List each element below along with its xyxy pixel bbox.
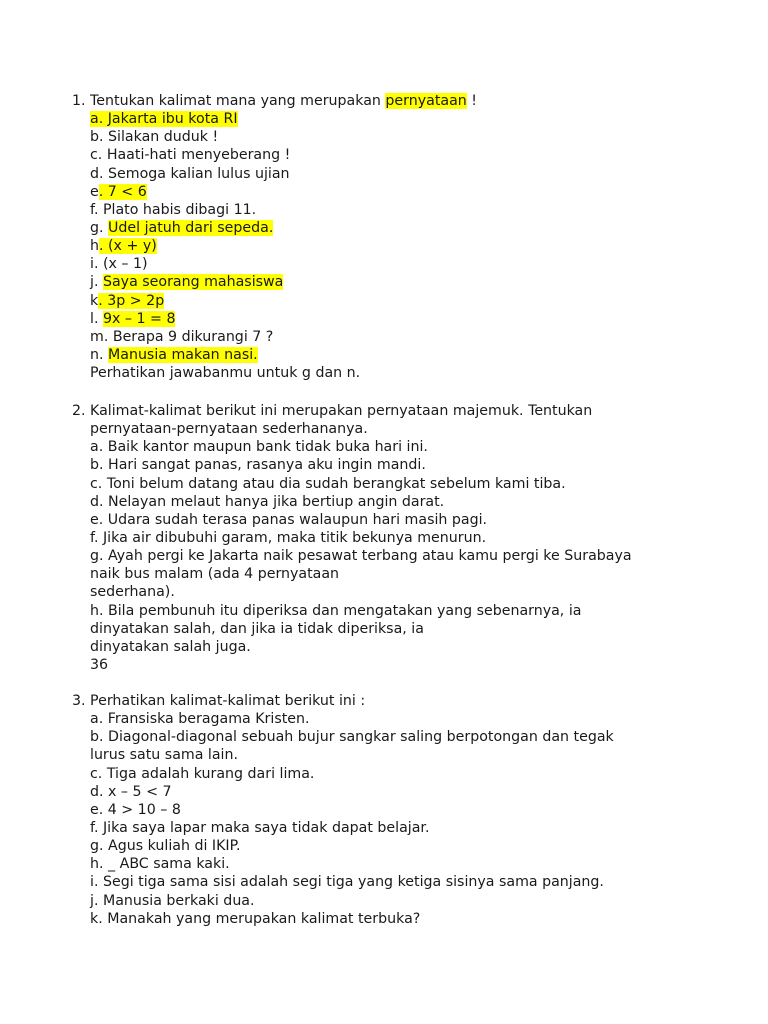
list-item [72,746,702,764]
text: dinyatakan salah, dan jika ia tidak diperiksa, ia [90,620,424,637]
list-item [72,819,702,837]
text: f. Plato habis dibagi 11. [90,201,257,218]
text: 1. Tentukan kalimat mana yang merupakan [72,93,386,109]
text: i. (x – 1) [90,256,148,273]
list-item [72,783,702,801]
list-item [72,420,702,438]
highlighted-text: Udel jatuh dari sepeda. [108,219,274,236]
list-item [72,602,702,620]
list-item [72,638,702,656]
list-item [72,728,702,746]
question-3 [72,692,702,928]
list-item [72,565,702,583]
text: m. Berapa 9 dikurangi 7 ? [90,328,274,345]
text: d. x – 5 < 7 [90,783,172,800]
text: h. _ ABC sama kaki. [90,856,230,873]
list-item [72,456,702,474]
list-item [72,219,702,237]
text: a. Baik kantor maupun bank tidak buka hari ini. [90,439,428,456]
list-item [72,765,702,783]
list-item [72,183,702,201]
highlighted-text: Manusia makan nasi. [108,346,258,363]
text: d. Semoga kalian lulus ujian [90,165,290,182]
text: 2. Kalimat-kalimat berikut ini merupakan pernyataan majemuk. Tentukan [72,403,593,419]
highlighted-text: pernyataan [385,93,467,109]
text: d. Nelayan melaut hanya jika bertiup angin darat. [90,493,445,510]
text: j. Manusia berkaki dua. [90,892,255,909]
question-heading [72,692,702,710]
list-item [72,529,702,547]
text: 3. Perhatikan kalimat-kalimat berikut ini : [72,693,366,709]
highlighted-text: 9x – 1 = 8 [102,310,176,327]
text: k [90,292,99,309]
list-item [72,237,702,255]
text: b. Hari sangat panas, rasanya aku ingin mandi. [90,457,426,474]
text: c. Tiga adalah kurang dari lima. [90,765,315,782]
list-item [72,438,702,456]
text: j. [90,274,103,291]
list-item [72,493,702,511]
text: lurus satu sama lain. [90,747,238,764]
list-item [72,801,702,819]
list-item [72,837,702,855]
question-1 [72,92,702,382]
list-item [72,201,702,219]
list-item [72,273,702,291]
text: b. Silakan duduk ! [90,129,219,146]
highlighted-text: . (x + y) [99,238,157,255]
text: a. Fransiska beragama Kristen. [90,711,310,728]
text: h [90,238,99,255]
list-item [72,855,702,873]
text: l. [90,310,103,327]
text: c. Haati-hati menyeberang ! [90,147,291,164]
text: 36 [90,656,109,673]
text: ! [466,93,477,109]
list-item [72,910,702,928]
list-item [72,292,702,310]
list-item [72,255,702,273]
list-item [72,583,702,601]
text: e. Udara sudah terasa panas walaupun hari masih pagi. [90,511,488,528]
list-item [72,710,702,728]
list-item [72,146,702,164]
list-item [72,328,702,346]
list-item [72,547,702,565]
highlighted-text: a. Jakarta ibu kota RI [90,111,238,128]
list-item [72,475,702,493]
list-item [72,346,702,364]
list-item [72,310,702,328]
text: f. Jika saya lapar maka saya tidak dapat belajar. [90,819,430,836]
text: e [90,183,99,200]
list-item [72,892,702,910]
text: naik bus malam (ada 4 pernyataan [90,566,340,583]
text: k. Manakah yang merupakan kalimat terbuka? [90,910,421,927]
highlighted-text: . 3p > 2p [98,292,165,309]
highlighted-text: Saya seorang mahasiswa [102,274,284,291]
text: g. [90,219,109,236]
text: pernyataan-pernyataan sederhananya. [90,421,368,438]
text: e. 4 > 10 – 8 [90,801,181,818]
highlighted-text: . 7 < 6 [98,183,147,200]
text: c. Toni belum datang atau dia sudah berangkat sebelum kami tiba. [90,475,566,492]
text: g. Agus kuliah di IKIP. [90,838,241,855]
question-heading [72,92,702,110]
text: n. [90,346,109,363]
list-item [72,110,702,128]
text: f. Jika air dibubuhi garam, maka titik bekunya menurun. [90,529,487,546]
list-item [72,873,702,891]
question-2 [72,402,702,674]
text: h. Bila pembunuh itu diperiksa dan mengatakan yang sebenarnya, ia [90,602,582,619]
list-item [72,511,702,529]
text: sederhana). [90,584,175,601]
text: Perhatikan jawabanmu untuk g dan n. [90,365,361,382]
list-item [72,364,702,382]
question-heading [72,402,702,420]
list-item [72,128,702,146]
list-item [72,165,702,183]
text: b. Diagonal-diagonal sebuah bujur sangkar saling berpotongan dan tegak [90,729,614,746]
text: g. Ayah pergi ke Jakarta naik pesawat terbang atau kamu pergi ke Surabaya [90,548,632,565]
list-item [72,620,702,638]
list-item [72,656,702,674]
text: i. Segi tiga sama sisi adalah segi tiga yang ketiga sisinya sama panjang. [90,874,604,891]
text: dinyatakan salah juga. [90,638,251,655]
